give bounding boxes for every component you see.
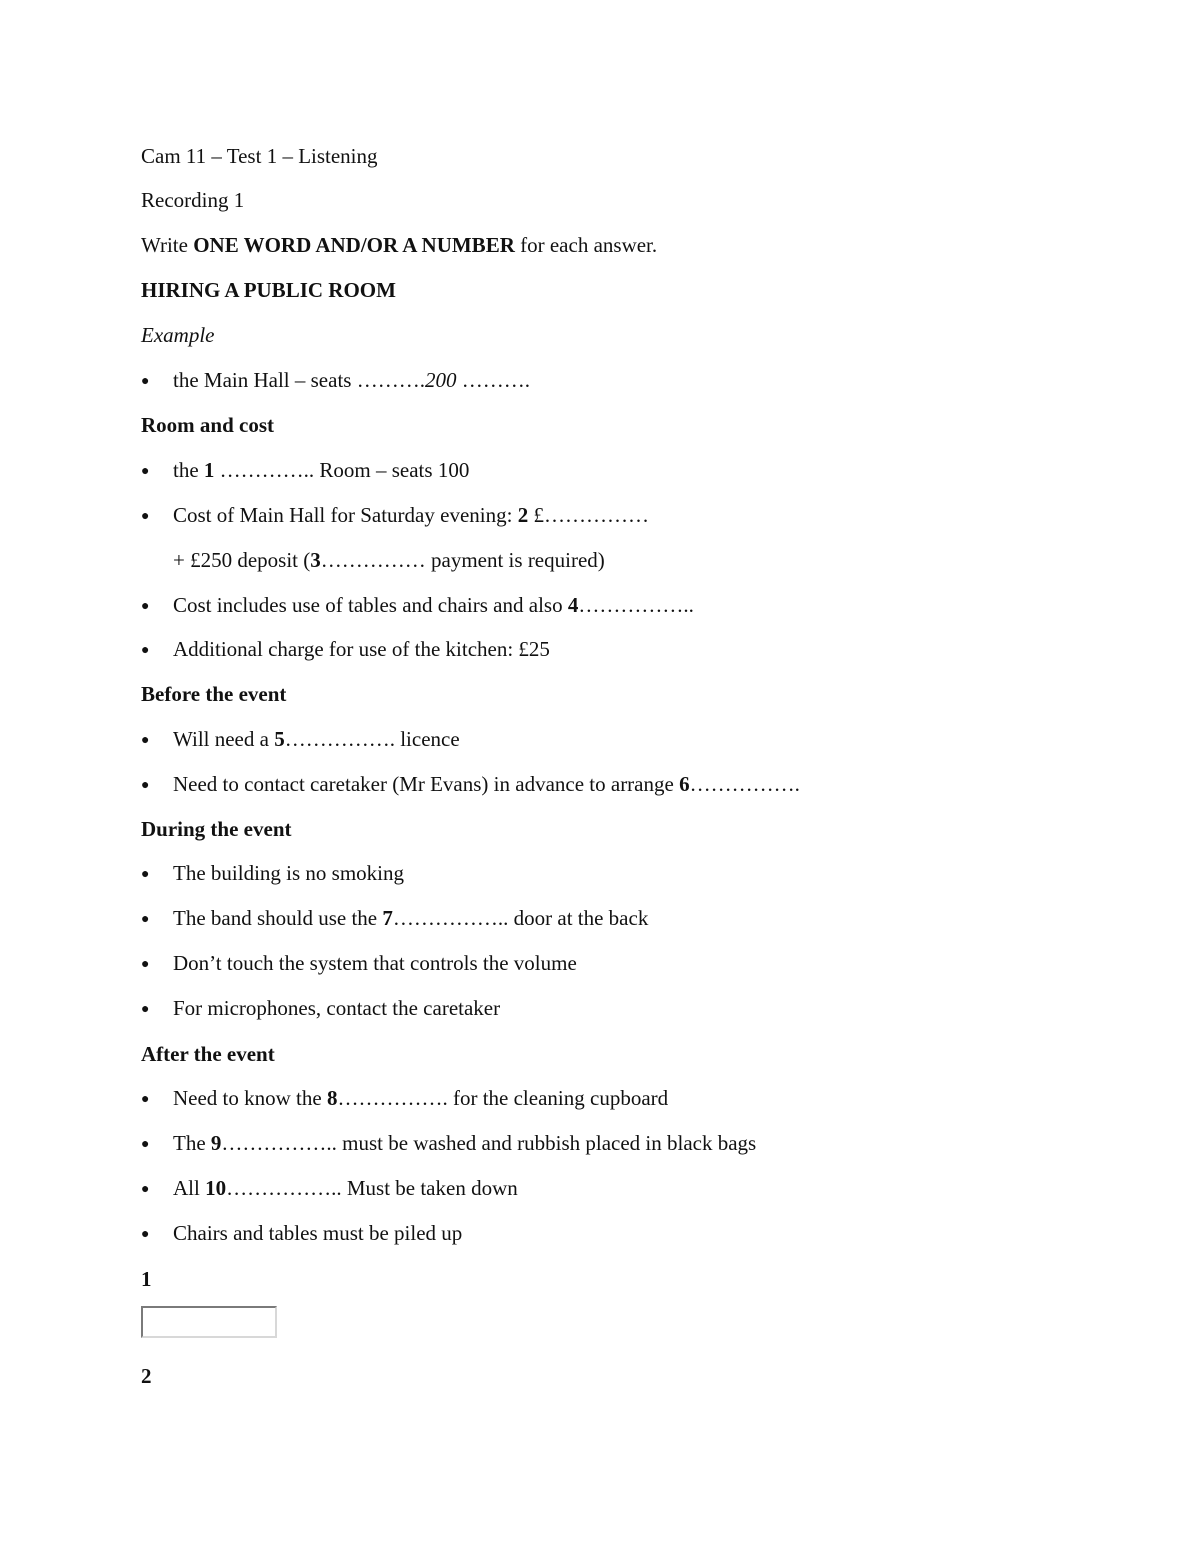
instruction-emphasis: ONE WORD AND/OR A NUMBER [193, 233, 515, 257]
list-item-pile-chairs [141, 1220, 462, 1248]
question-number: 3 [310, 548, 321, 572]
question-text: + £250 deposit ( [173, 548, 311, 572]
question-text-end: ………….. Room – seats 100 [214, 458, 470, 482]
list-item-text: For microphones, contact the caretaker [173, 996, 501, 1020]
question-text-end: £…………… [528, 503, 649, 527]
instructions [141, 232, 657, 258]
section-heading-after: After the event [141, 1042, 275, 1066]
bullet-icon: ● [141, 912, 150, 927]
instruction-text: Write [141, 233, 194, 257]
answer-input-1[interactable] [141, 1306, 277, 1338]
question-text: The band should use the [173, 906, 383, 930]
example-label: Example [141, 323, 215, 347]
question-text: Cost of Main Hall for Saturday evening: [173, 503, 518, 527]
bullet-icon: ● [141, 1092, 150, 1107]
document-title: Cam 11 – Test 1 – Listening [141, 144, 378, 168]
question-2 [141, 502, 649, 530]
question-number: 10 [205, 1176, 227, 1200]
bullet-icon: ● [141, 957, 150, 972]
question-text: Need to contact caretaker (Mr Evans) in advance to arrange [173, 772, 680, 796]
section-heading-during: During the event [141, 817, 292, 841]
question-text-end: ……………. for the cleaning cupboard [337, 1086, 669, 1110]
question-number: 9 [210, 1131, 222, 1155]
example-text: the Main Hall – seats ………. [173, 368, 425, 392]
question-number: 8 [326, 1086, 338, 1110]
question-4 [141, 592, 694, 620]
question-8 [141, 1085, 668, 1113]
list-item-text: Don’t touch the system that controls the volume [173, 951, 577, 975]
bullet-icon: ● [141, 599, 150, 614]
list-item-kitchen-charge [141, 636, 550, 664]
bullet-icon: ● [141, 867, 150, 882]
question-number: 6 [679, 772, 690, 796]
example-item [141, 367, 530, 395]
question-text-end: …………….. Must be taken down [226, 1176, 518, 1200]
answer-label-2: 2 [141, 1364, 152, 1388]
question-3 [173, 547, 605, 573]
example-dots: ………. [456, 368, 530, 392]
question-text-end: …………….. [578, 593, 694, 617]
bullet-icon: ● [141, 733, 150, 748]
instruction-text-end: for each answer. [514, 233, 658, 257]
question-number: 5 [274, 727, 285, 751]
question-text-end: …………….. must be washed and rubbish placed in black bags [221, 1131, 757, 1155]
list-item-text: Additional charge for use of the kitchen: £25 [173, 637, 550, 661]
question-number: 2 [517, 503, 529, 527]
question-6 [141, 771, 800, 799]
question-text: Cost includes use of tables and chairs and also [173, 593, 568, 617]
list-item-text: Chairs and tables must be piled up [173, 1221, 463, 1245]
question-number: 7 [382, 906, 393, 930]
answer-label-1: 1 [141, 1267, 152, 1291]
question-7 [141, 905, 648, 933]
bullet-icon: ● [141, 643, 150, 658]
question-9 [141, 1130, 756, 1158]
bullet-icon: ● [141, 374, 150, 389]
example-value: 200 [424, 368, 457, 392]
question-10 [141, 1175, 518, 1203]
question-text-end: …………….. door at the back [392, 906, 649, 930]
question-5 [141, 726, 460, 754]
question-text: The [173, 1131, 211, 1155]
list-item-text: The building is no smoking [173, 861, 404, 885]
question-number: 1 [203, 458, 215, 482]
recording-label: Recording 1 [141, 188, 245, 212]
question-text: Need to know the [173, 1086, 327, 1110]
list-item-volume [141, 950, 577, 978]
section-heading-before: Before the event [141, 682, 287, 706]
bullet-icon: ● [141, 1182, 150, 1197]
question-text: All [173, 1176, 206, 1200]
question-number: 4 [567, 593, 579, 617]
question-text-end: ……………. [689, 772, 800, 796]
bullet-icon: ● [141, 778, 150, 793]
section-heading-room-cost: Room and cost [141, 413, 275, 437]
form-title: HIRING A PUBLIC ROOM [141, 278, 396, 302]
question-text-end: ……………. licence [284, 727, 460, 751]
bullet-icon: ● [141, 1227, 150, 1242]
list-item-no-smoking [141, 860, 404, 888]
bullet-icon: ● [141, 509, 150, 524]
bullet-icon: ● [141, 464, 150, 479]
question-text: Will need a [173, 727, 275, 751]
list-item-microphones [141, 995, 500, 1023]
question-text-end: …………… payment is required) [320, 548, 605, 572]
question-text: the [173, 458, 204, 482]
bullet-icon: ● [141, 1002, 150, 1017]
bullet-icon: ● [141, 1137, 150, 1152]
question-1 [141, 457, 469, 485]
